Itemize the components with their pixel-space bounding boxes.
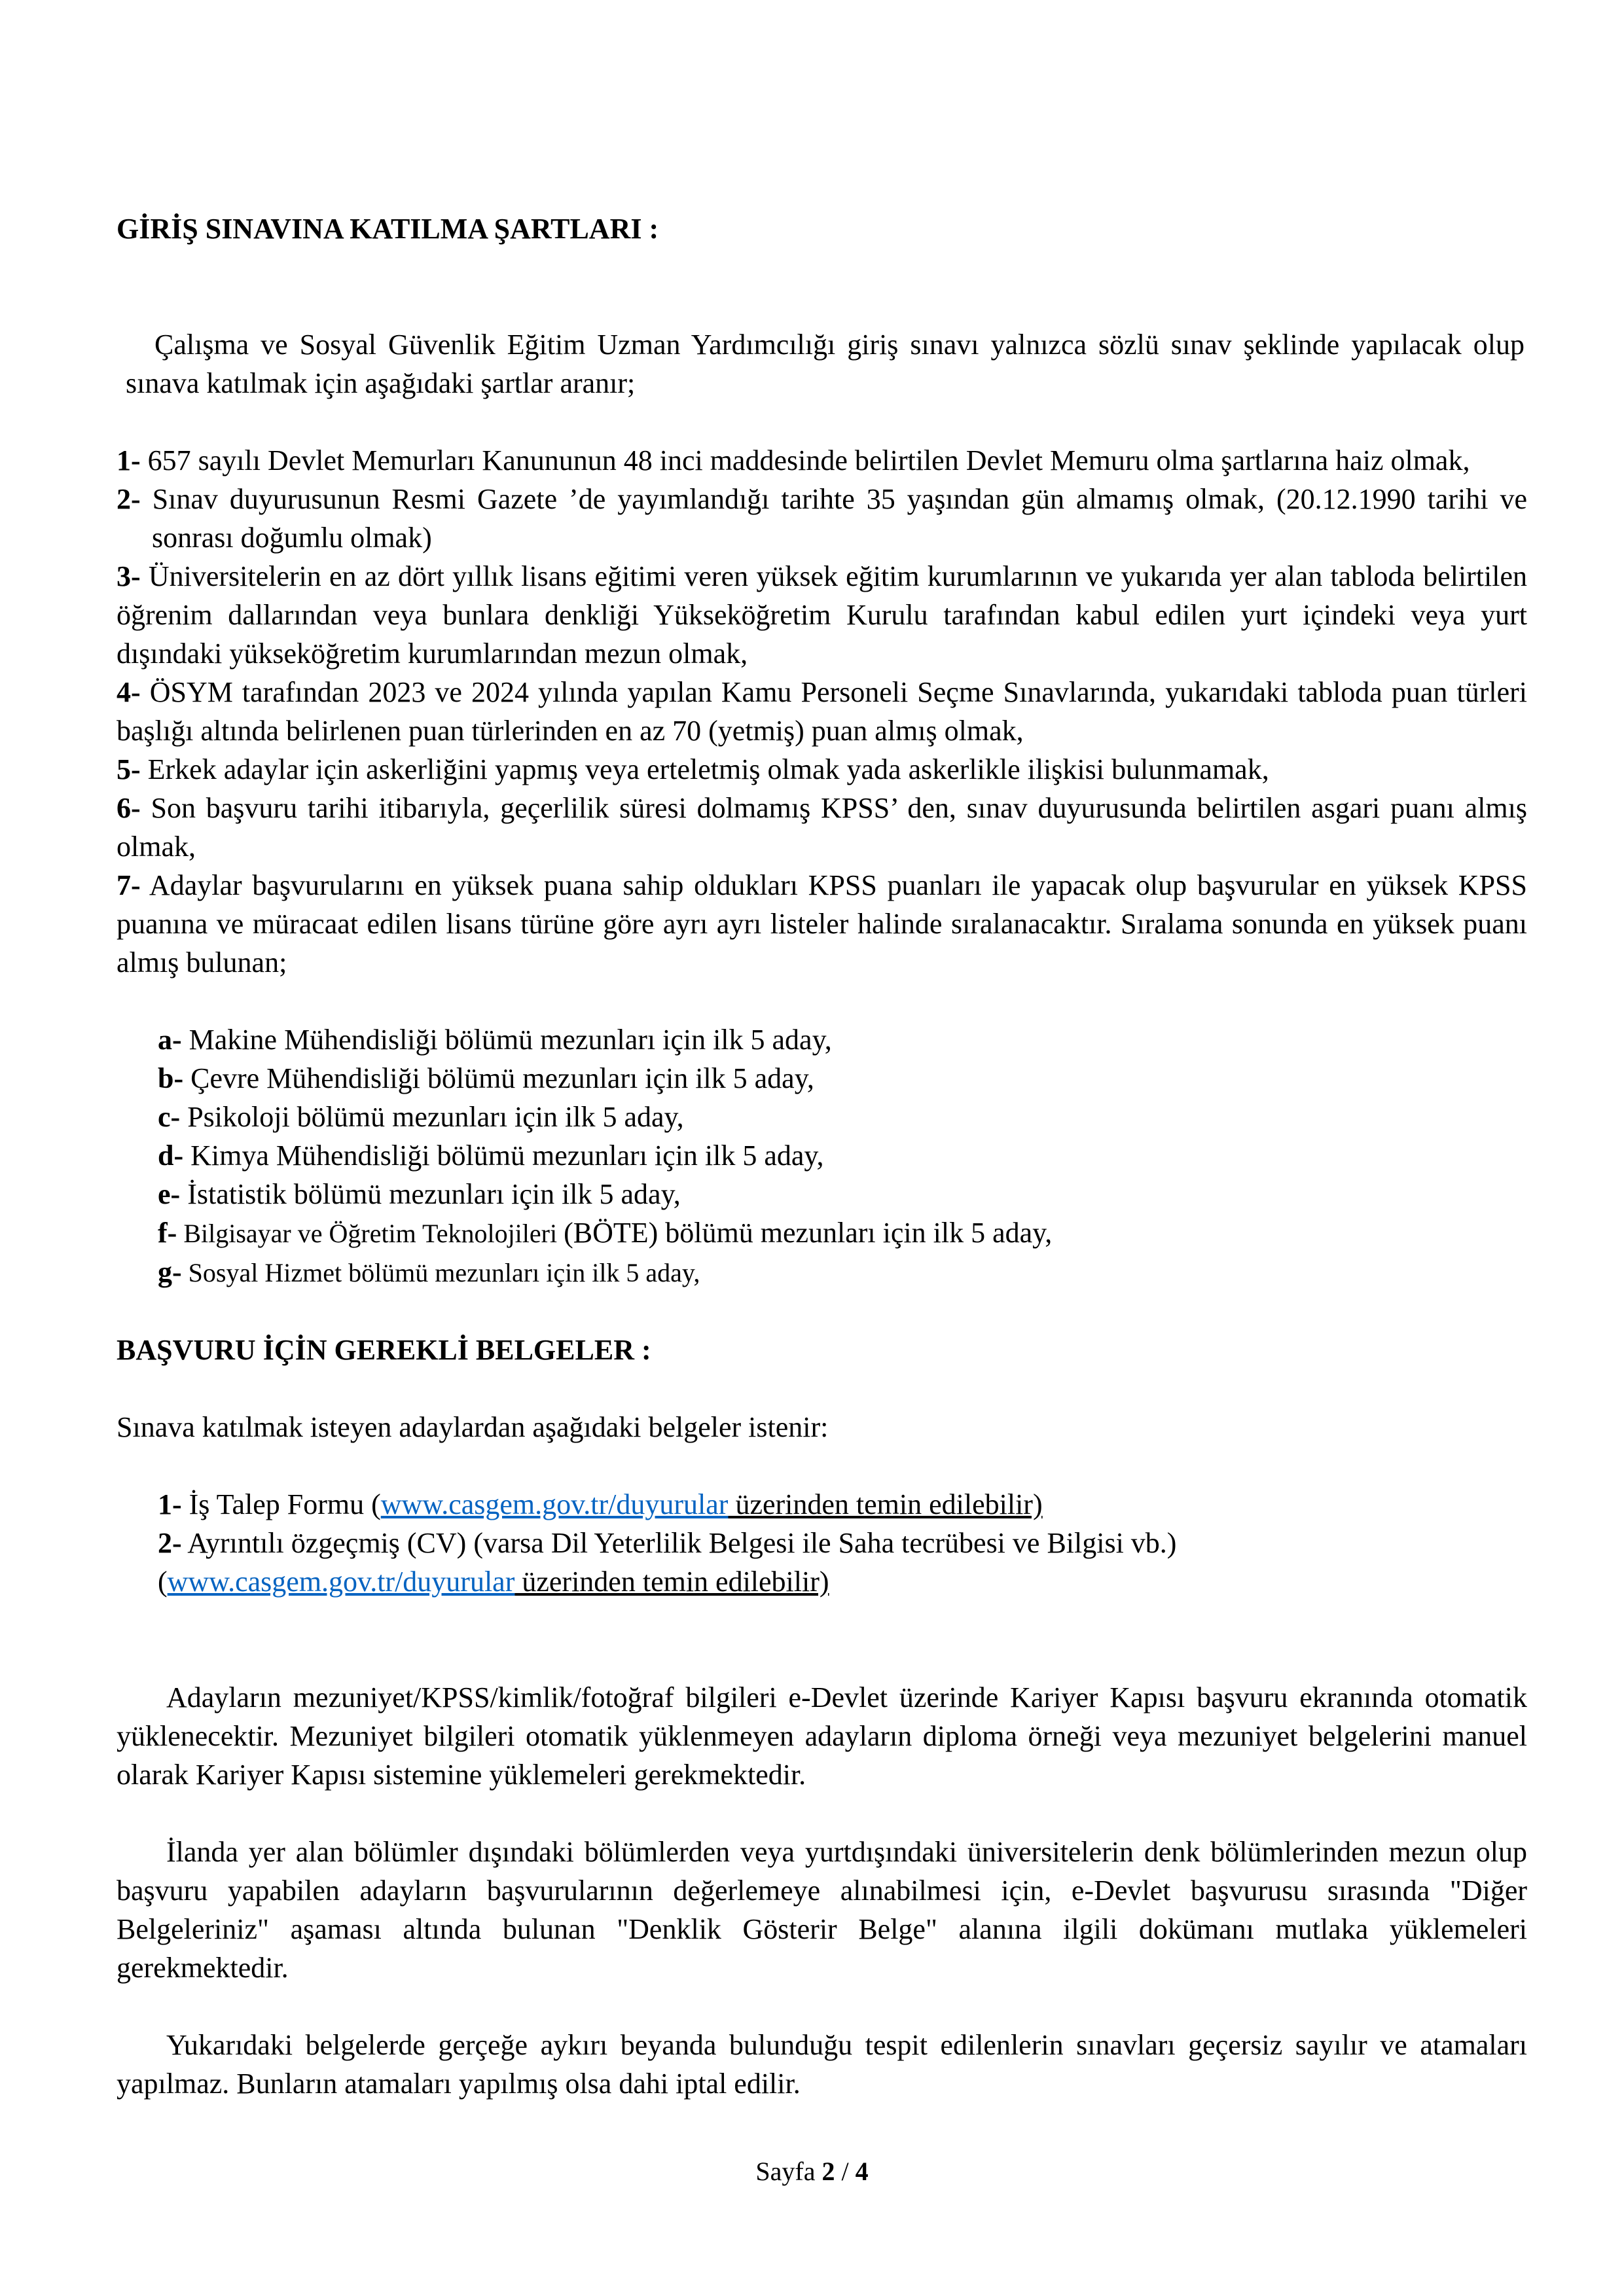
list-number: 2- bbox=[117, 483, 141, 515]
sub-text: Kimya Mühendisliği bölümü mezunları için ilk 5 aday, bbox=[183, 1139, 824, 1172]
sub-list-item bbox=[158, 1253, 1527, 1292]
list-item bbox=[117, 480, 1527, 557]
sub-text: (BÖTE) bölümü mezunları için ilk 5 aday, bbox=[564, 1217, 1053, 1249]
list-text: Üniversitelerin en az dört yıllık lisans eğitimi veren yüksek eğitim kurumlarının ve yukarıda yer alan tabloda belirtilen öğrenim dallarından veya bunlara denkliği Yükseköğretim Kurulu tarafından kabul edilen yurt içindeki veya yurt dışındaki yükseköğretim kurumlarından mezun olmak, bbox=[117, 560, 1527, 670]
intro-paragraph: Çalışma ve Sosyal Güvenlik Eğitim Uzman Yardımcılığı giriş sınavı yalnızca sözlü sınav şeklinde yapılacak olup sınava katılmak için aşağıdaki şartlar aranır; bbox=[126, 329, 1525, 399]
paragraph-false-declaration: Yukarıdaki belgelerde gerçeğe aykırı beyanda bulunduğu tespit edilenlerin sınavları geçersiz sayılır ve atamaları yapılmaz. Bunların atamaları yapılmış olsa dahi iptal edilir. bbox=[117, 2029, 1527, 2100]
sub-text: Makine Mühendisliği bölümü mezunları için ilk 5 aday, bbox=[181, 1024, 832, 1056]
page-current: 2 bbox=[821, 2157, 835, 2186]
list-item bbox=[117, 441, 1527, 480]
sub-letter: e- bbox=[158, 1178, 181, 1210]
document-page bbox=[117, 209, 1527, 2103]
list-text: ÖSYM tarafından 2023 ve 2024 yılında yapılan Kamu Personeli Seçme Sınavlarında, yukarıdaki tabloda puan türleri başlığı altında belirlenen puan türlerinden en az 70 (yetmiş) puan almış olmak, bbox=[117, 676, 1527, 747]
list-item bbox=[117, 866, 1527, 982]
sub-list-item bbox=[158, 1098, 1527, 1136]
page-total: 4 bbox=[855, 2157, 869, 2186]
document-text: Ayrıntılı özgeçmiş (CV) (varsa Dil Yeterlilik Belgesi ile Saha tecrübesi ve Bilgisi vb.) bbox=[181, 1527, 1177, 1559]
paragraph-auto-upload: Adayların mezuniyet/KPSS/kimlik/fotoğraf bilgileri e-Devlet üzerinde Kariyer Kapısı başvuru ekranında otomatik yüklenecektir. Mezuniyet bilgileri otomatik yüklenmeyen adayların diploma örneği veya mezuniyet belgelerini manuel olarak Kariyer Kapısı sistemine yüklemeleri gerekmektedir. bbox=[117, 1681, 1527, 1791]
list-number: 2- bbox=[158, 1527, 182, 1559]
list-item bbox=[117, 673, 1527, 750]
section-heading-required-documents: BAŞVURU İÇİN GEREKLİ BELGELER : bbox=[117, 1334, 651, 1366]
list-number: 5- bbox=[117, 753, 141, 785]
document-text: İş Talep Formu ( bbox=[181, 1488, 381, 1520]
sub-letter: f- bbox=[158, 1217, 177, 1249]
document-item-continuation bbox=[158, 1562, 1527, 1601]
list-number: 4- bbox=[117, 676, 141, 708]
list-number: 3- bbox=[117, 560, 141, 592]
sub-letter: c- bbox=[158, 1101, 181, 1133]
sub-text: Psikoloji bölümü mezunları için ilk 5 aday, bbox=[180, 1101, 684, 1133]
sub-text: Çevre Mühendisliği bölümü mezunları için ilk 5 aday, bbox=[183, 1062, 814, 1094]
list-item bbox=[117, 557, 1527, 673]
document-prefix: ( bbox=[158, 1566, 168, 1598]
list-item bbox=[117, 789, 1527, 866]
page-label: Sayfa bbox=[755, 2157, 822, 2186]
list-item bbox=[117, 750, 1527, 789]
document-item bbox=[158, 1485, 1527, 1524]
requirements-list bbox=[117, 441, 1527, 982]
casgem-link[interactable]: www.casgem.gov.tr/duyurular bbox=[167, 1566, 515, 1598]
document-after: üzerinden temin edilebilir) bbox=[728, 1488, 1043, 1520]
page-footer bbox=[0, 2155, 1624, 2188]
list-number: 7- bbox=[117, 869, 141, 901]
sub-list-item bbox=[158, 1136, 1527, 1175]
page-separator: / bbox=[835, 2157, 856, 2186]
sub-list-item bbox=[158, 1020, 1527, 1059]
documents-list bbox=[117, 1485, 1527, 1601]
list-number: 6- bbox=[117, 792, 141, 824]
sub-letter: g- bbox=[158, 1256, 182, 1288]
list-number: 1- bbox=[158, 1488, 182, 1520]
list-text: Adaylar başvurularını en yüksek puana sahip oldukları KPSS puanları ile yapacak olup başvurular en yüksek KPSS puanına ve müracaat edilen lisans türüne göre ayrı ayrı listeler halinde sıralanacaktır. Sıralama sonunda en yüksek puanı almış bulunan; bbox=[117, 869, 1527, 978]
sub-text: İstatistik bölümü mezunları için ilk 5 aday, bbox=[180, 1178, 681, 1210]
sub-list-item bbox=[158, 1213, 1527, 1253]
sub-letter: a- bbox=[158, 1024, 182, 1056]
list-text: Erkek adaylar için askerliğini yapmış veya erteletmiş olmak yada askerlikle ilişkisi bulunmamak, bbox=[140, 753, 1269, 785]
candidate-quota-list bbox=[117, 1020, 1527, 1292]
list-text: Sınav duyurusunun Resmi Gazete ’de yayımlandığı tarihte 35 yaşından gün almamış olmak, (20.12.1990 tarihi ve sonrası doğumlu olmak) bbox=[140, 483, 1527, 554]
sub-list-item bbox=[158, 1175, 1527, 1213]
list-number: 1- bbox=[117, 444, 141, 476]
section-heading-exam-requirements: GİRİŞ SINAVINA KATILMA ŞARTLARI : bbox=[117, 213, 659, 245]
list-text: Son başvuru tarihi itibarıyla, geçerlilik süresi dolmamış KPSS’ den, sınav duyurusunda belirtilen asgari puanı almış olmak, bbox=[117, 792, 1527, 863]
document-item bbox=[158, 1524, 1527, 1562]
casgem-link[interactable]: www.casgem.gov.tr/duyurular bbox=[380, 1488, 729, 1520]
sub-letter: d- bbox=[158, 1139, 184, 1172]
sub-letter: b- bbox=[158, 1062, 184, 1094]
sub-text-small: Bilgisayar ve Öğretim Teknolojileri bbox=[177, 1219, 564, 1248]
sub-list-item bbox=[158, 1059, 1527, 1098]
sub-text-small: Sosyal Hizmet bölümü mezunları için ilk 5 aday, bbox=[181, 1258, 700, 1287]
document-after: üzerinden temin edilebilir) bbox=[514, 1566, 829, 1598]
list-text: 657 sayılı Devlet Memurları Kanununun 48 inci maddesinde belirtilen Devlet Memuru olma şartlarına haiz olmak, bbox=[140, 444, 1470, 476]
paragraph-equivalence: İlanda yer alan bölümler dışındaki bölümlerden veya yurtdışındaki üniversitelerin denk bölümlerinden mezun olup başvuru yapabilen adayların başvurularının değerlemeye alınabilmesi için, e-Devlet başvurusu sırasında "Diğer Belgeleriniz" aşaması altında bulunan "Denklik Gösterir Belge" alanına ilgili dokümanı mutlaka yüklemeleri gerekmektedir. bbox=[117, 1836, 1527, 1984]
documents-intro: Sınava katılmak isteyen adaylardan aşağıdaki belgeler istenir: bbox=[117, 1411, 829, 1443]
